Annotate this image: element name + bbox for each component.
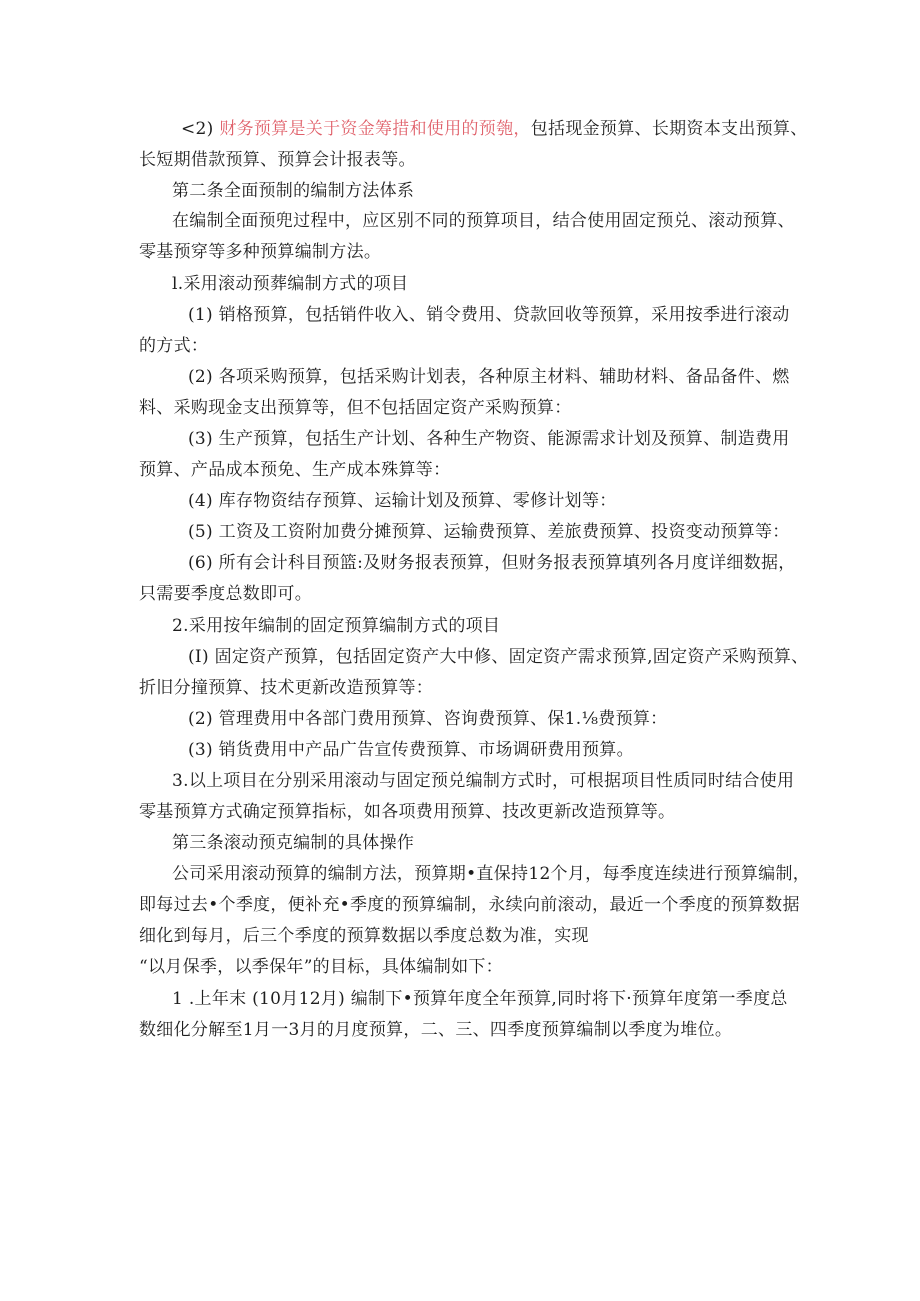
- text-line: (4) 库存物资结存预算、运输计划及预算、零修计划等：: [188, 491, 617, 511]
- text-line: [181, 118, 808, 140]
- text-line: 的方式：: [139, 336, 209, 356]
- text-line: 数细化分解至1月一3月的月度预算，二、三、四季度预算编制以季度为堆位。: [139, 1020, 733, 1040]
- text-line: (5) 工资及工资附加费分摊预算、运输费预算、差旅费预算、投资变动预算等：: [188, 522, 790, 542]
- text-line: 即每过去•个季度，便补充•季度的预算编制，永续向前滚动，最近一个季度的预算数据: [139, 895, 800, 915]
- text-line: (3) 销货费用中产品广告宣传费预算、市场调研费用预算。: [188, 740, 634, 760]
- text-line: 零基预算方式确定预算指标，如各项费用预算、技改更新改造预算等。: [139, 802, 676, 822]
- line-text: 包括现金预算、长期资本支出预算、: [530, 119, 808, 139]
- text-line: (3) 生产预算，包括生产计划、各种生产物资、能源需求计划及预算、制造费用: [188, 429, 790, 449]
- text-line: 长短期借款预算、预算会计报表等。: [139, 150, 416, 170]
- section-heading: 第二条全面预制的编制方法体系: [172, 181, 415, 201]
- text-line: 细化到每月，后三个季度的预算数据以季度总数为准，实现: [139, 926, 589, 946]
- text-line: 3.以上项目在分别采用滚动与固定预兑编制方式时，可根据项目性质同时结合使用: [172, 771, 795, 791]
- text-line: 折旧分撞预算、技术更新改造预算等：: [139, 678, 434, 698]
- text-line: 零基预穿等多种预算编制方法。: [139, 242, 382, 262]
- text-line: 只需要季度总数即可。: [139, 584, 312, 604]
- text-line: (1) 销格预算，包括销件收入、销令费用、贷款回收等预算，采用按季进行滚动: [188, 305, 790, 325]
- text-line: “以月保季，以季保年”的目标，具体编制如下：: [139, 957, 503, 977]
- subsection-heading: 2.采用按年编制的固定预算编制方式的项目: [172, 616, 501, 636]
- text-line: 公司采用滚动预算的编制方法，预算期•直保持12个月，每季度连续进行预算编制，: [172, 864, 811, 884]
- text-line: 在编制全面预兜过程中，应区别不同的预算项目，结合使用固定预兑、滚动预算、: [172, 211, 795, 231]
- text-line: (2) 管理费用中各部门费用预算、咨询费预算、保1.⅛费预算：: [188, 709, 668, 729]
- item-number: <2): [181, 119, 214, 139]
- text-line: (I) 固定资产预算，包括固定资产大中修、固定资产需求预算,固定资产采购预算、: [188, 647, 809, 667]
- text-line: 1 .上年末 (10月12月) 编制下•预算年度全年预算,同时将下·预算年度第一季度总: [172, 989, 788, 1009]
- section-heading: 第三条滚动预克编制的具体操作: [172, 833, 415, 853]
- subsection-heading: l.采用滚动预葬编制方式的项目: [172, 274, 409, 294]
- text-line: 预算、产品成本预免、生产成本殊算等：: [139, 460, 451, 480]
- text-line: (2) 各项采购预算，包括采购计划表，各种原主材料、辅助材料、备品备件、燃: [188, 367, 790, 387]
- text-line: 料、采购现金支出预算等，但不包括固定资产采购预算：: [139, 398, 572, 418]
- highlighted-text: 财务预算是关于资金筹措和使用的预匏，: [219, 119, 531, 139]
- text-line: (6) 所有会计科目预篮:及财务报表预算，但财务报表预算填列各月度详细数据，: [188, 553, 796, 573]
